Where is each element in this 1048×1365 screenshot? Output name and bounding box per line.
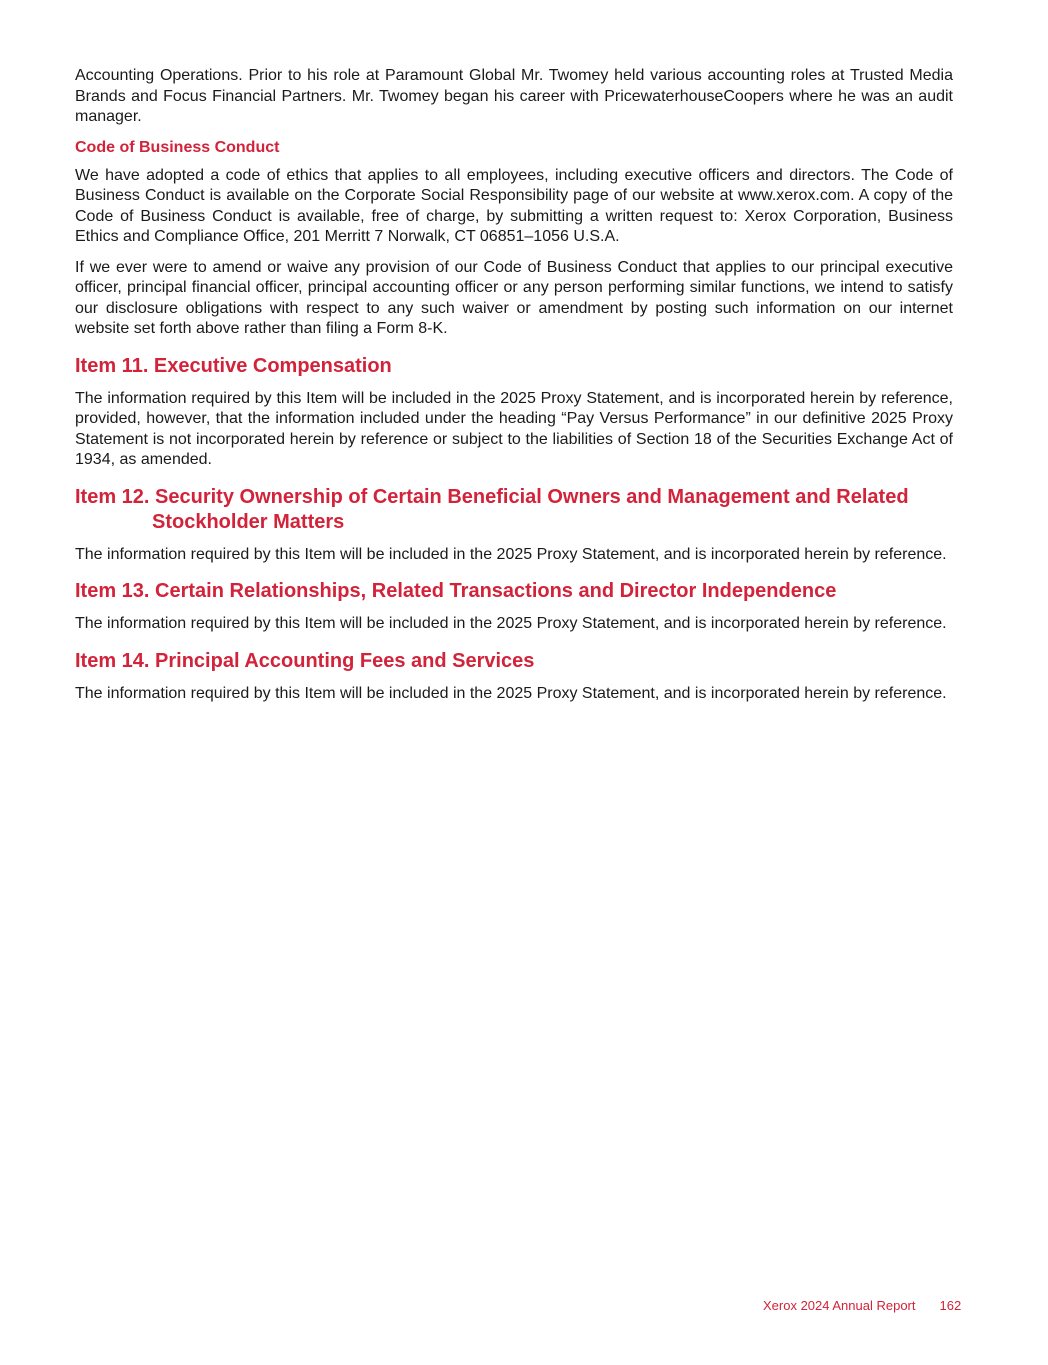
intro-paragraph: Accounting Operations. Prior to his role at Paramount Global Mr. Twomey held various accounting roles at Trusted Media Brands and Focus Financial Partners. Mr. Twomey began his career with PricewaterhouseCoopers where he was an audit manager. — [75, 67, 953, 125]
item-12-heading-line1: Item 12. Security Ownership of Certain Beneficial Owners and Management and Related — [75, 485, 909, 508]
item-13-body: The information required by this Item will be included in the 2025 Proxy Statement, and is incorporated herein by reference. — [75, 615, 947, 632]
code-of-conduct-paragraph: If we ever were to amend or waive any provision of our Code of Business Conduct that applies to our principal executive officer, principal financial officer, principal accounting officer or any person performing similar functions, we intend to satisfy our disclosure obligations with respect to any such waiver or amendment by posting such information on our internet website set forth above rather than filing a Form 8-K. — [75, 258, 953, 337]
document-page — [75, 66, 953, 704]
item-12-heading-line2: Stockholder Matters — [152, 510, 345, 533]
page-number: 162 — [939, 1298, 962, 1313]
code-of-conduct-heading: Code of Business Conduct — [75, 138, 280, 156]
code-of-conduct-paragraph: We have adopted a code of ethics that applies to all employees, including executive officers and directors. The Code of Business Conduct is available on the Corporate Social Responsibility page of our website at www.xerox.com. A copy of the Code of Business Conduct is available, free of charge, by submitting a written request to: Xerox Corporation, Business Ethics and Compliance Office, 201 Merritt 7 Norwalk, CT 06851–1056 U.S.A. — [75, 166, 953, 245]
item-13-heading: Item 13. Certain Relationships, Related Transactions and Director Independence — [75, 580, 837, 602]
item-11-heading: Item 11. Executive Compensation — [75, 354, 392, 377]
page-footer — [763, 1298, 961, 1313]
item-12-body: The information required by this Item will be included in the 2025 Proxy Statement, and is incorporated herein by reference. — [75, 545, 947, 563]
item-11-body: The information required by this Item will be included in the 2025 Proxy Statement, and is incorporated herein by reference, provided, however, that the information included under the heading “Pay Versus Performance” in our definitive 2025 Proxy Statement is not incorporated herein by reference or subject to the liabilities of Section 18 of the Securities Exchange Act of 1934, as amended. — [75, 389, 953, 468]
item-14-heading: Item 14. Principal Accounting Fees and Services — [75, 649, 535, 672]
item-14-body: The information required by this Item will be included in the 2025 Proxy Statement, and is incorporated herein by reference. — [75, 684, 947, 702]
item-12-heading — [75, 485, 953, 535]
footer-report-title: Xerox 2024 Annual Report — [763, 1298, 916, 1313]
